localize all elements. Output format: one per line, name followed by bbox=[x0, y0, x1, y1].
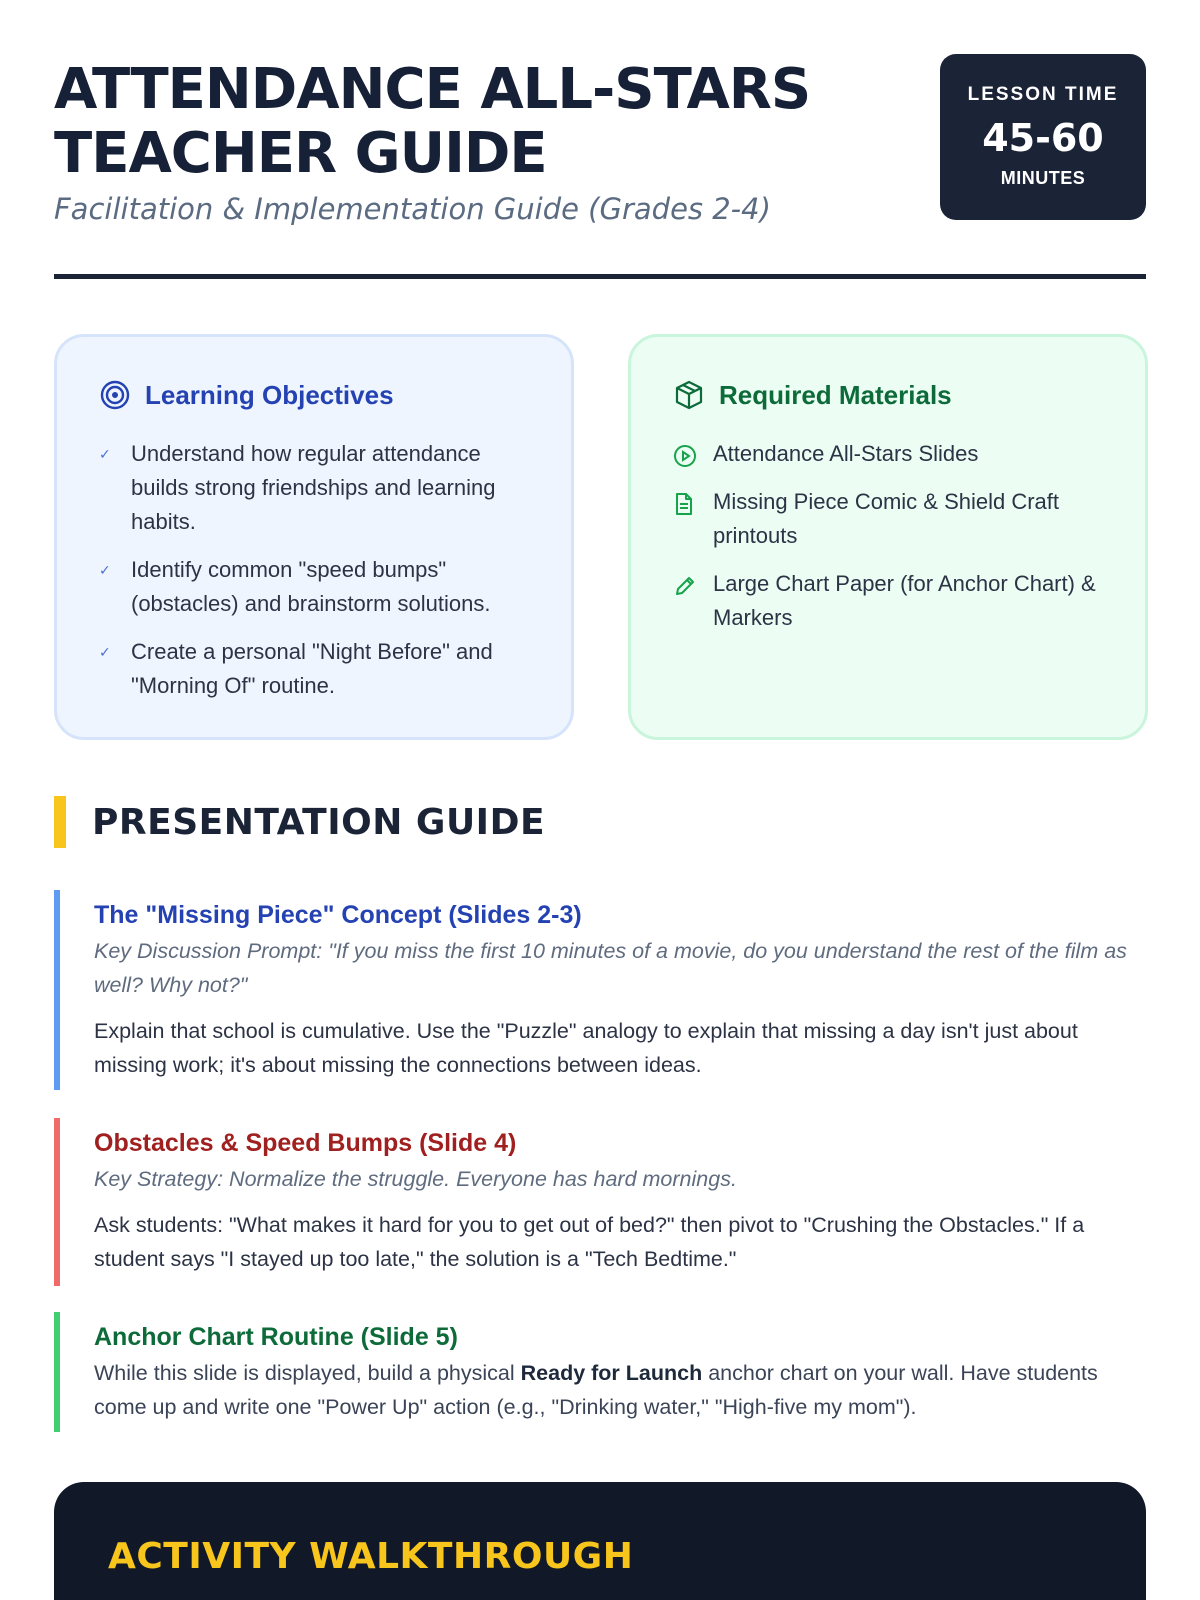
target-icon bbox=[99, 379, 131, 411]
required-materials-header bbox=[673, 379, 1103, 411]
guide-block-missing-piece bbox=[54, 890, 1146, 1090]
play-circle-icon bbox=[673, 437, 699, 471]
page-header bbox=[54, 58, 1146, 280]
page-title: ATTENDANCE ALL-STARS TEACHER GUIDE bbox=[54, 57, 811, 186]
guide-block-prompt: Key Strategy: Normalize the struggle. Everyone has hard mornings. bbox=[94, 1167, 737, 1191]
required-materials-card bbox=[628, 334, 1148, 740]
guide-block-body-end: anchor chart on your wall. Have students come up and write one "Power Up" action (e.g., "Drinking water," "High-five my mom"). bbox=[94, 1361, 1098, 1419]
lesson-time-label: LESSON TIME bbox=[967, 84, 1119, 105]
material-text: Large Chart Paper (for Anchor Chart) & Markers bbox=[713, 571, 1096, 630]
guide-block-obstacles bbox=[54, 1118, 1146, 1286]
objective-text: Create a personal "Night Before" and "Morning Of" routine. bbox=[131, 639, 493, 698]
presentation-guide-header bbox=[54, 796, 545, 848]
lesson-time-badge bbox=[940, 54, 1146, 220]
guide-block-title: The "Missing Piece" Concept (Slides 2-3) bbox=[94, 901, 582, 929]
guide-block-body-bold: Ready for Launch bbox=[520, 1361, 703, 1385]
objective-item bbox=[99, 635, 529, 703]
guide-block-anchor-chart bbox=[54, 1312, 1146, 1432]
objective-item bbox=[99, 553, 529, 621]
learning-objectives-header bbox=[99, 379, 529, 411]
check-icon: ✓ bbox=[99, 562, 111, 578]
guide-block-title: Obstacles & Speed Bumps (Slide 4) bbox=[94, 1129, 517, 1157]
page-subtitle: Facilitation & Implementation Guide (Grades 2-4) bbox=[54, 192, 771, 226]
material-item bbox=[673, 437, 1103, 471]
guide-block-body-start: While this slide is displayed, build a physical bbox=[94, 1361, 521, 1385]
guide-block-prompt: Key Discussion Prompt: "If you miss the first 10 minutes of a movie, do you understand the rest of the film as well? Why not?" bbox=[94, 939, 1127, 997]
lesson-time-unit: MINUTES bbox=[1000, 168, 1086, 188]
material-text: Attendance All-Stars Slides bbox=[713, 441, 979, 466]
box-icon bbox=[673, 379, 705, 411]
guide-block-body: Ask students: "What makes it hard for you to get out of bed?" then pivot to "Crushing the Obstacles." If a student says "I stayed up too late," the solution is a "Tech Bedtime." bbox=[94, 1213, 1085, 1271]
guide-block-body bbox=[94, 1356, 1146, 1424]
check-icon: ✓ bbox=[99, 644, 111, 660]
activity-walkthrough-title: ACTIVITY WALKTHROUGH bbox=[108, 1536, 634, 1577]
objective-item bbox=[99, 437, 529, 539]
required-materials-title: Required Materials bbox=[719, 379, 952, 410]
objective-text: Identify common "speed bumps" (obstacles) and brainstorm solutions. bbox=[131, 557, 491, 616]
guide-block-body: Explain that school is cumulative. Use the "Puzzle" analogy to explain that missing a day isn't just about missing work; it's about missing the connections between ideas. bbox=[94, 1019, 1078, 1077]
activity-walkthrough-panel bbox=[54, 1482, 1146, 1600]
lesson-time-value: 45-60 bbox=[982, 116, 1104, 160]
learning-objectives-card bbox=[54, 334, 574, 740]
presentation-guide-title: PRESENTATION GUIDE bbox=[92, 801, 546, 843]
document-icon bbox=[673, 485, 699, 553]
section-accent-bar bbox=[54, 796, 66, 848]
material-item bbox=[673, 485, 1103, 553]
guide-block-title: Anchor Chart Routine (Slide 5) bbox=[94, 1323, 458, 1351]
pencil-icon bbox=[673, 567, 699, 635]
check-icon: ✓ bbox=[99, 446, 111, 462]
objective-text: Understand how regular attendance builds strong friendships and learning habits. bbox=[131, 441, 496, 534]
material-text: Missing Piece Comic & Shield Craft printouts bbox=[713, 489, 1060, 548]
header-divider bbox=[54, 274, 1146, 279]
learning-objectives-title: Learning Objectives bbox=[145, 379, 394, 410]
material-item bbox=[673, 567, 1103, 635]
